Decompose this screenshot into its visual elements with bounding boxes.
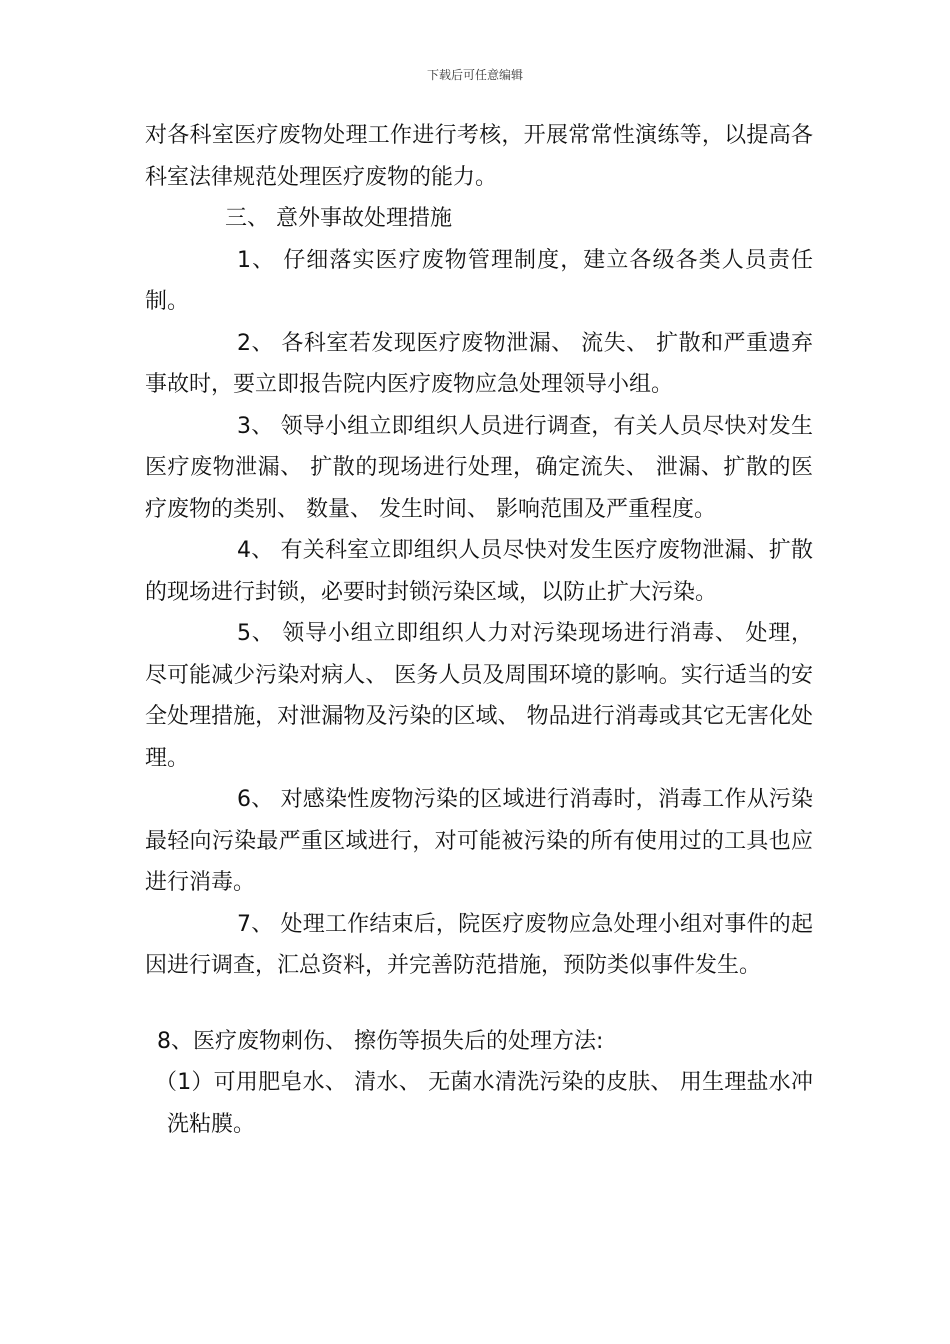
document-body — [145, 115, 813, 1145]
list-item-5: 5、 领导小组立即组织人力对污染现场进行消毒、 处理， 尽可能减少污染对病人、 医务人员及周围环境的影响。实行适当的安全处理措施，对泄漏物及污染的区域、 物品进行消毒或其它无害化处理。 — [145, 621, 813, 771]
page-header-note: 下载后可任意编辑 — [426, 68, 523, 82]
list-item-1: 1、 仔细落实医疗废物管理制度，建立各级各类人员责任制。 — [145, 247, 813, 314]
list-item-7: 7、 处理工作结束后，院医疗废物应急处理小组对事件的起因进行调查，汇总资料，并完善防范措施，预防类似事件发生。 — [145, 911, 813, 978]
sub-item-1: （1）可用肥皂水、 清水、 无菌水清洗污染的皮肤、 用生理盐水冲洗粘膜。 — [155, 1070, 813, 1137]
list-item-6: 6、 对感染性废物污染的区域进行消毒时，消毒工作从污染最轻向污染最严重区域进行，对可能被污染的所有使用过的工具也应进行消毒。 — [145, 787, 813, 895]
paragraph-spacer — [145, 987, 813, 1021]
list-item-4: 4、 有关科室立即组织人员尽快对发生医疗废物泄漏、扩散的现场进行封锁，必要时封锁污染区域，以防止扩大污染。 — [145, 538, 813, 605]
list-item-8: 8、医疗废物刺伤、 擦伤等损失后的处理方法: — [157, 1028, 604, 1054]
list-item-3: 3、 领导小组立即组织人员进行调查，有关人员尽快对发生医疗废物泄漏、 扩散的现场进行处理，确定流失、 泄漏、扩散的医疗废物的类别、 数量、 发生时间、 影响范围及严重程度。 — [145, 413, 813, 522]
section-heading: 三、 意外事故处理措施 — [225, 206, 452, 231]
intro-paragraph: 对各科室医疗废物处理工作进行考核，开展常常性演练等，以提高各科室法律规范处理医疗废物的能力。 — [145, 123, 813, 190]
list-item-2: 2、 各科室若发现医疗废物泄漏、 流失、 扩散和严重遗弃事故时，要立即报告院内医疗废物应急处理领导小组。 — [145, 330, 813, 397]
